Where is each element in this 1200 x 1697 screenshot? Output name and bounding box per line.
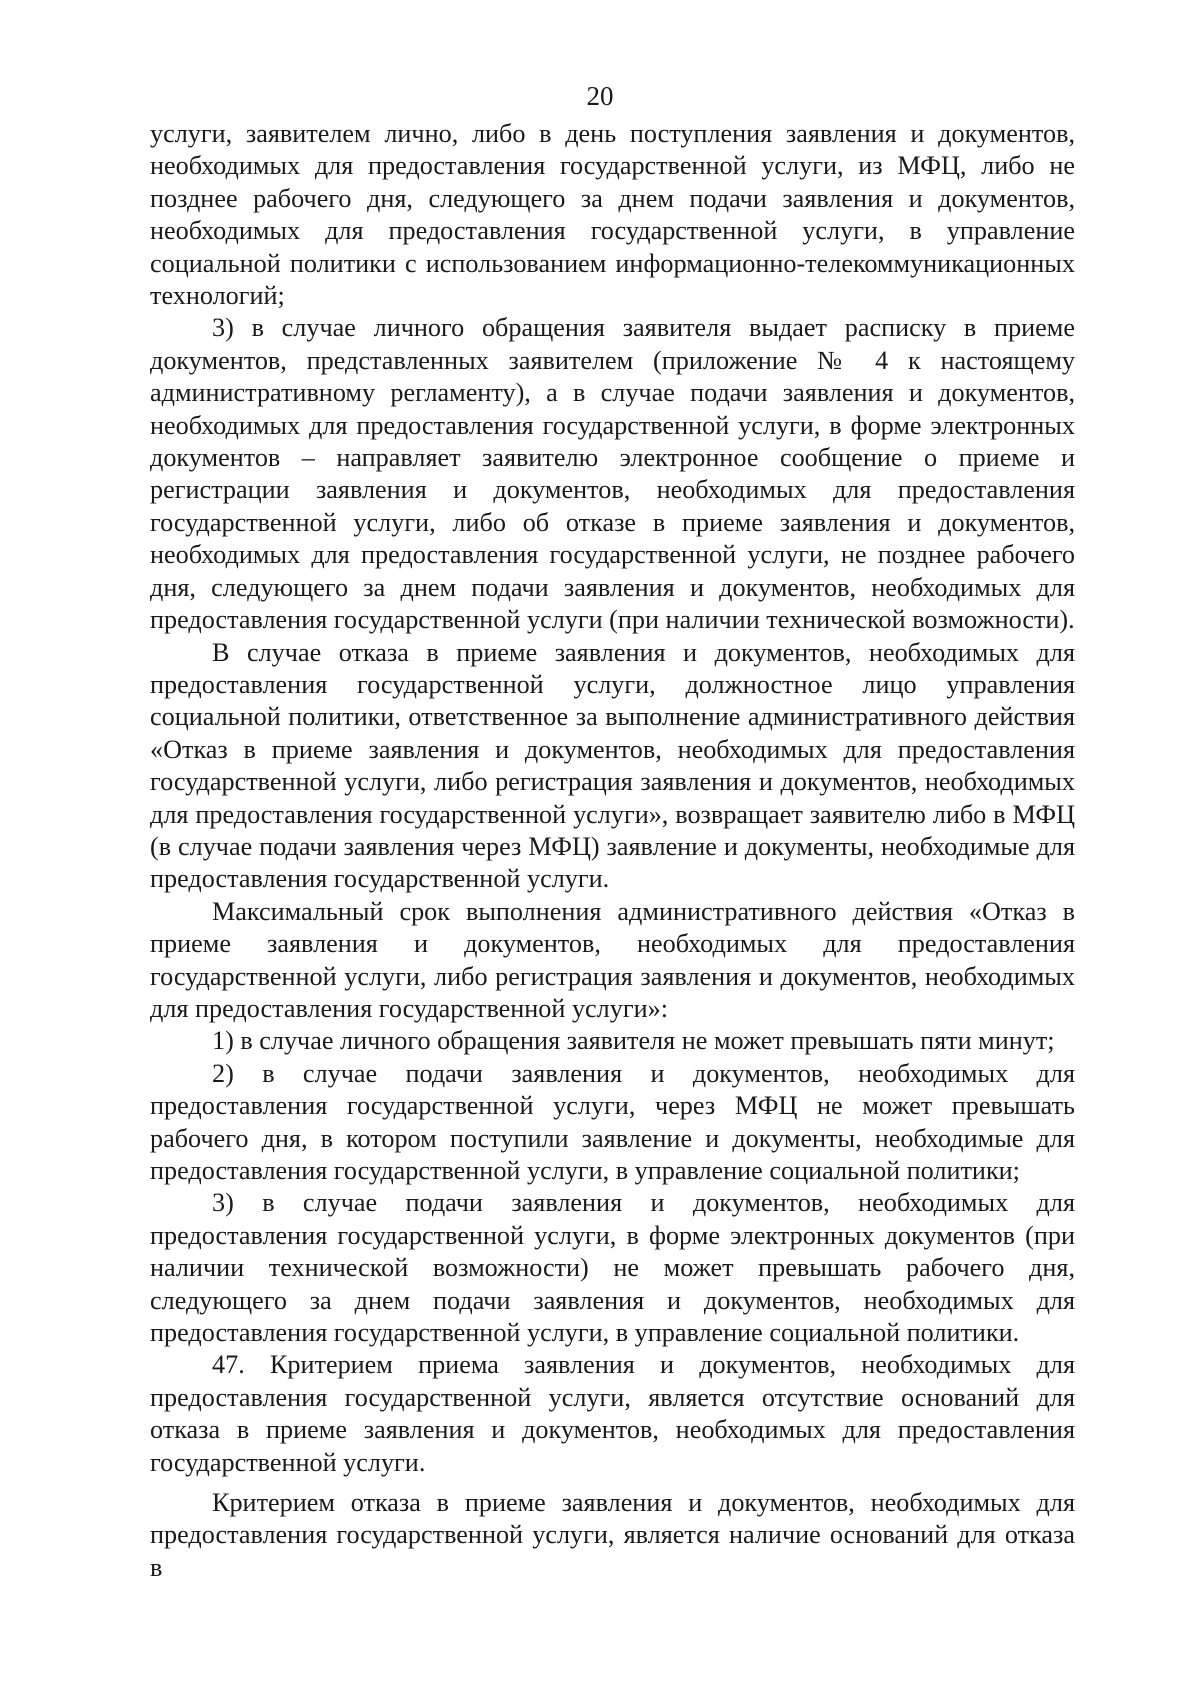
paragraph: В случае отказа в приеме заявления и документов, необходимых для предоставления государственной услуги, должностное лицо управления социальной политики, ответственное за выполнение административного действия «Отказ в приеме заявления и документов, необходимых для предоставления государственной услуги, либо регистрация заявления и документов, необходимых для предоставления государственной услуги», возвращает заявителю либо в МФЦ (в случае подачи заявления через МФЦ) заявление и документы, необходимые для предоставления государственной услуги. [150, 637, 1075, 894]
paragraph: 47. Критерием приема заявления и документов, необходимых для предоставления государственной услуги, является отсутствие оснований для отказа в приеме заявления и документов, необходимых для предоставления государственной услуги. [150, 1350, 1075, 1477]
paragraph: 3) в случае личного обращения заявителя выдает расписку в приеме документов, представленных заявителем (приложение № 4 к настоящему административному регламенту), а в случае подачи заявления и документов, необходимых для предоставления государственной услуги, в форме электронных документов – направляет заявителю электронное сообщение о приеме и регистрации заявления и документов, необходимых для предоставления государственной услуги, либо об отказе в приеме заявления и документов, необходимых для предоставления государственной услуги, не позднее рабочего дня, следующего за днем подачи заявления и документов, необходимых для предоставления государственной услуги (при наличии технической возможности). [150, 313, 1075, 635]
paragraph: 3) в случае подачи заявления и документов, необходимых для предоставления государственной услуги, в форме электронных документов (при наличии технической возможности) не может превышать рабочего дня, следующего за днем подачи заявления и документов, необходимых для предоставления государственной услуги, в управление социальной политики. [150, 1188, 1075, 1348]
paragraph: Критерием отказа в приеме заявления и документов, необходимых для предоставления государственной услуги, является наличие оснований для отказа в [150, 1488, 1075, 1582]
paragraph: услуги, заявителем лично, либо в день поступления заявления и документов, необходимых для предоставления государственной услуги, из МФЦ, либо не позднее рабочего дня, следующего за днем подачи заявления и документов, необходимых для предоставления государственной услуги, в управление социальной политики с использованием информационно-телекоммуникационных технологий; [150, 119, 1075, 311]
paragraph: Максимальный срок выполнения административного действия «Отказ в приеме заявления и документов, необходимых для предоставления государственной услуги, либо регистрация заявления и документов, необходимых для предоставления государственной услуги»: [150, 896, 1075, 1023]
paragraph: 1) в случае личного обращения заявителя не может превышать пяти минут; [212, 1026, 1055, 1056]
page-number: 20 [586, 81, 614, 111]
paragraph: 2) в случае подачи заявления и документов, необходимых для предоставления государственной услуги, через МФЦ не может превышать рабочего дня, в котором поступили заявление и документы, необходимые для предоставления государственной услуги, в управление социальной политики; [150, 1058, 1075, 1185]
document-body [150, 118, 1075, 1584]
